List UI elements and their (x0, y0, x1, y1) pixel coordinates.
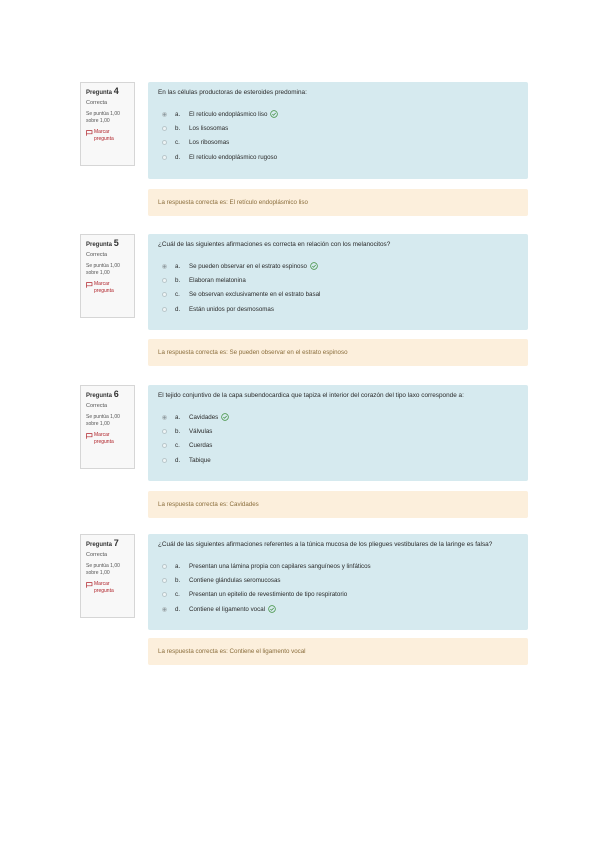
answer-radio[interactable] (162, 264, 167, 269)
check-circle-icon (270, 110, 278, 118)
answer-letter: d. (175, 456, 181, 464)
answer-letter: b. (175, 427, 181, 435)
answer-text: Contiene el ligamento vocal (189, 605, 266, 613)
answer-radio[interactable] (162, 307, 167, 312)
question-formulation (148, 385, 528, 481)
answer-option-b[interactable] (158, 424, 520, 438)
question-info (80, 385, 135, 469)
question-grade: Se puntúa 1,00 sobre 1,00 (86, 111, 120, 124)
answer-list (158, 559, 520, 616)
answer-option-c[interactable] (158, 136, 520, 150)
answer-letter: a. (175, 562, 181, 570)
question-number-value: 5 (113, 238, 119, 248)
correct-answer-feedback: La respuesta correcta es: Cavidades (148, 491, 528, 518)
question-state: Correcta (86, 552, 108, 558)
answer-text: El retículo endoplásmico liso (189, 110, 268, 118)
answer-radio[interactable] (162, 607, 167, 612)
flag-question-label[interactable]: Marcar pregunta (94, 281, 114, 294)
correct-answer-feedback: La respuesta correcta es: El retículo endoplásmico liso (148, 189, 528, 216)
answer-option-c[interactable] (158, 288, 520, 302)
answer-option-a[interactable] (158, 410, 520, 424)
question-info (80, 82, 135, 166)
question-number-value: 7 (113, 538, 119, 548)
answer-list (158, 259, 520, 316)
answer-letter: c. (175, 139, 180, 147)
answer-radio[interactable] (162, 112, 167, 117)
check-circle-icon (221, 413, 229, 421)
question-label: Pregunta (86, 393, 113, 399)
answer-text: Contiene glándulas seromucosas (189, 576, 281, 584)
answer-radio[interactable] (162, 415, 167, 420)
correct-answer-feedback: La respuesta correcta es: Se pueden observar en el estrato espinoso (148, 339, 528, 366)
question-formulation (148, 234, 528, 330)
flag-question-link[interactable] (86, 581, 134, 595)
answer-radio[interactable] (162, 443, 167, 448)
flag-icon (86, 282, 93, 288)
correct-answer-feedback: La respuesta correcta es: Contiene el ligamento vocal (148, 638, 528, 665)
answer-text: Presentan un epitelio de revestimiento de tipo respiratorio (189, 591, 348, 599)
answer-text: Están unidos por desmosomas (189, 305, 274, 313)
answer-text: Elaboran melatonina (189, 276, 246, 284)
check-circle-icon (268, 605, 276, 613)
flag-question-label[interactable]: Marcar pregunta (94, 581, 114, 594)
answer-radio[interactable] (162, 140, 167, 145)
answer-letter: b. (175, 576, 181, 584)
answer-letter: b. (175, 276, 181, 284)
answer-option-d[interactable] (158, 150, 520, 164)
flag-question-link[interactable] (86, 129, 134, 143)
answer-radio[interactable] (162, 592, 167, 597)
answer-option-a[interactable] (158, 259, 520, 273)
question-grade: Se puntúa 1,00 sobre 1,00 (86, 414, 120, 427)
answer-text: Los ribosomas (189, 139, 230, 147)
flag-question-link[interactable] (86, 281, 134, 295)
answer-radio[interactable] (162, 564, 167, 569)
question-info (80, 234, 135, 318)
question-label: Pregunta (86, 242, 113, 248)
question-number (86, 539, 134, 550)
answer-list (158, 410, 520, 467)
question-number (86, 239, 134, 250)
answer-radio[interactable] (162, 278, 167, 283)
question-info (80, 534, 135, 618)
answer-letter: c. (175, 442, 180, 450)
question-grade: Se puntúa 1,00 sobre 1,00 (86, 263, 120, 276)
answer-letter: c. (175, 591, 180, 599)
answer-radio[interactable] (162, 578, 167, 583)
question-formulation (148, 82, 528, 179)
answer-text: Cuerdas (189, 442, 213, 450)
flag-icon (86, 582, 93, 588)
flag-question-label[interactable]: Marcar pregunta (94, 129, 114, 142)
question-text: El tejido conjuntivo de la capa subendocardica que tapiza el interior del corazón del tipo laxo corresponde a: (158, 392, 464, 399)
answer-text: Presentan una lámina propia con capilares sanguíneos y linfáticos (189, 562, 371, 570)
flag-question-label[interactable]: Marcar pregunta (94, 432, 114, 445)
answer-option-a[interactable] (158, 107, 520, 121)
answer-text: El retículo endoplásmico rugoso (189, 153, 278, 161)
answer-letter: c. (175, 291, 180, 299)
answer-option-b[interactable] (158, 273, 520, 287)
question-number-value: 4 (113, 86, 119, 96)
flag-icon (86, 130, 93, 136)
question-grade: Se puntúa 1,00 sobre 1,00 (86, 563, 120, 576)
answer-option-c[interactable] (158, 588, 520, 602)
flag-icon (86, 433, 93, 439)
question-number (86, 87, 134, 98)
answer-radio[interactable] (162, 429, 167, 434)
answer-radio[interactable] (162, 126, 167, 131)
answer-letter: a. (175, 413, 181, 421)
answer-radio[interactable] (162, 458, 167, 463)
answer-text: Se observan exclusivamente en el estrato basal (189, 291, 321, 299)
question-text: En las células productoras de esteroides predomina: (158, 89, 307, 96)
answer-letter: d. (175, 153, 181, 161)
answer-option-d[interactable] (158, 302, 520, 316)
answer-letter: b. (175, 124, 181, 132)
question-state: Correcta (86, 252, 108, 258)
answer-option-a[interactable] (158, 559, 520, 573)
answer-text: Los lisosomas (189, 124, 229, 132)
answer-text: Tabique (189, 456, 211, 464)
answer-option-d[interactable] (158, 453, 520, 467)
question-formulation (148, 534, 528, 630)
question-text: ¿Cuál de las siguientes afirmaciones referentes a la túnica mucosa de los pliegues vestibulares de la laringe es falsa? (158, 541, 493, 548)
answer-letter: d. (175, 305, 181, 313)
answer-option-d[interactable] (158, 602, 520, 616)
answer-list (158, 107, 520, 164)
answer-radio[interactable] (162, 292, 167, 297)
answer-option-b[interactable] (158, 573, 520, 587)
answer-radio[interactable] (162, 155, 167, 160)
answer-text: Se pueden observar en el estrato espinoso (189, 262, 307, 270)
answer-text: Válvulas (189, 427, 213, 435)
answer-letter: a. (175, 110, 181, 118)
question-label: Pregunta (86, 542, 113, 548)
answer-option-c[interactable] (158, 439, 520, 453)
question-number (86, 390, 134, 401)
answer-letter: d. (175, 605, 181, 613)
question-label: Pregunta (86, 90, 113, 96)
question-number-value: 6 (113, 389, 119, 399)
question-state: Correcta (86, 100, 108, 106)
check-circle-icon (310, 262, 318, 270)
question-state: Correcta (86, 403, 108, 409)
answer-option-b[interactable] (158, 121, 520, 135)
answer-letter: a. (175, 262, 181, 270)
flag-question-link[interactable] (86, 432, 134, 446)
answer-text: Cavidades (189, 413, 219, 421)
question-text: ¿Cuál de las siguientes afirmaciones es correcta en relación con los melanocitos? (158, 241, 391, 248)
